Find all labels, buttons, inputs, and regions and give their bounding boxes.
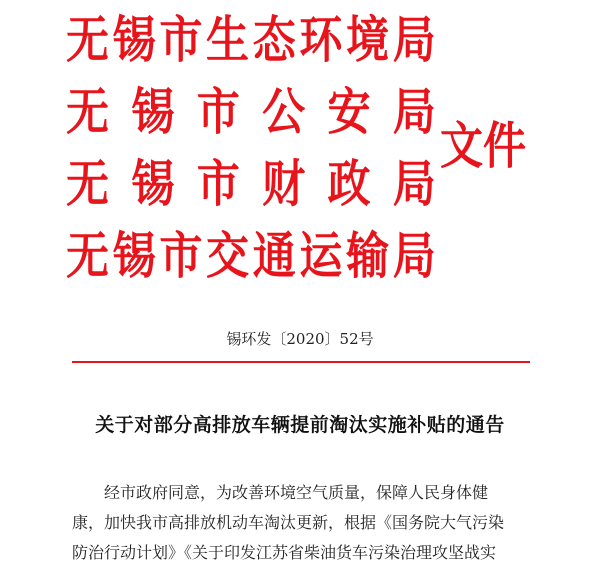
issuer-char: 锡 [112,227,156,285]
issuer-char: 通 [252,227,296,285]
issuer-char: 态 [252,11,296,69]
issuer-char: 政 [327,155,371,213]
issuer-line [66,220,436,292]
body-line: 康，加快我市高排放机动车淘汰更新，根据《国务院大气污染 [72,513,505,532]
letterhead-doc-word: 文件 [440,117,526,175]
body-line: 防治行动计划》《关于印发江苏省柴油货车污染治理攻坚战实 [72,543,497,562]
issuer-line [66,148,436,220]
document-number: 锡环发〔2020〕52号 [226,330,374,348]
issuer-char: 无 [66,227,109,285]
issuer-char: 市 [159,11,203,69]
document-title: 关于对部分高排放车辆提前淘汰实施补贴的通告 [95,414,505,436]
issuer-char: 局 [392,227,436,285]
issuer-char: 锡 [112,11,156,69]
letterhead-issuers [66,4,436,292]
issuer-char: 局 [392,11,436,69]
issuer-char: 无 [66,155,109,213]
issuer-char: 运 [299,227,343,285]
issuer-char: 市 [196,83,240,141]
issuer-char: 局 [392,83,436,141]
issuer-char: 财 [262,155,306,213]
issuer-line [66,76,436,148]
issuer-char: 交 [206,227,250,285]
issuer-char: 输 [346,227,390,285]
issuer-char: 生 [206,11,250,69]
issuer-char: 锡 [131,155,175,213]
issuer-char: 公 [262,83,306,141]
document-body [72,478,532,568]
issuer-char: 市 [196,155,240,213]
issuer-char: 局 [392,155,436,213]
issuer-char: 环 [299,11,343,69]
body-line: 经市政府同意，为改善环境空气质量，保障人民身体健 [104,483,489,502]
red-divider-rule [72,361,530,363]
issuer-char: 无 [66,11,109,69]
issuer-char: 无 [66,83,109,141]
issuer-char: 境 [346,11,390,69]
issuer-char: 锡 [131,83,175,141]
issuer-line [66,4,436,76]
issuer-char: 市 [159,227,203,285]
issuer-char: 安 [327,83,371,141]
